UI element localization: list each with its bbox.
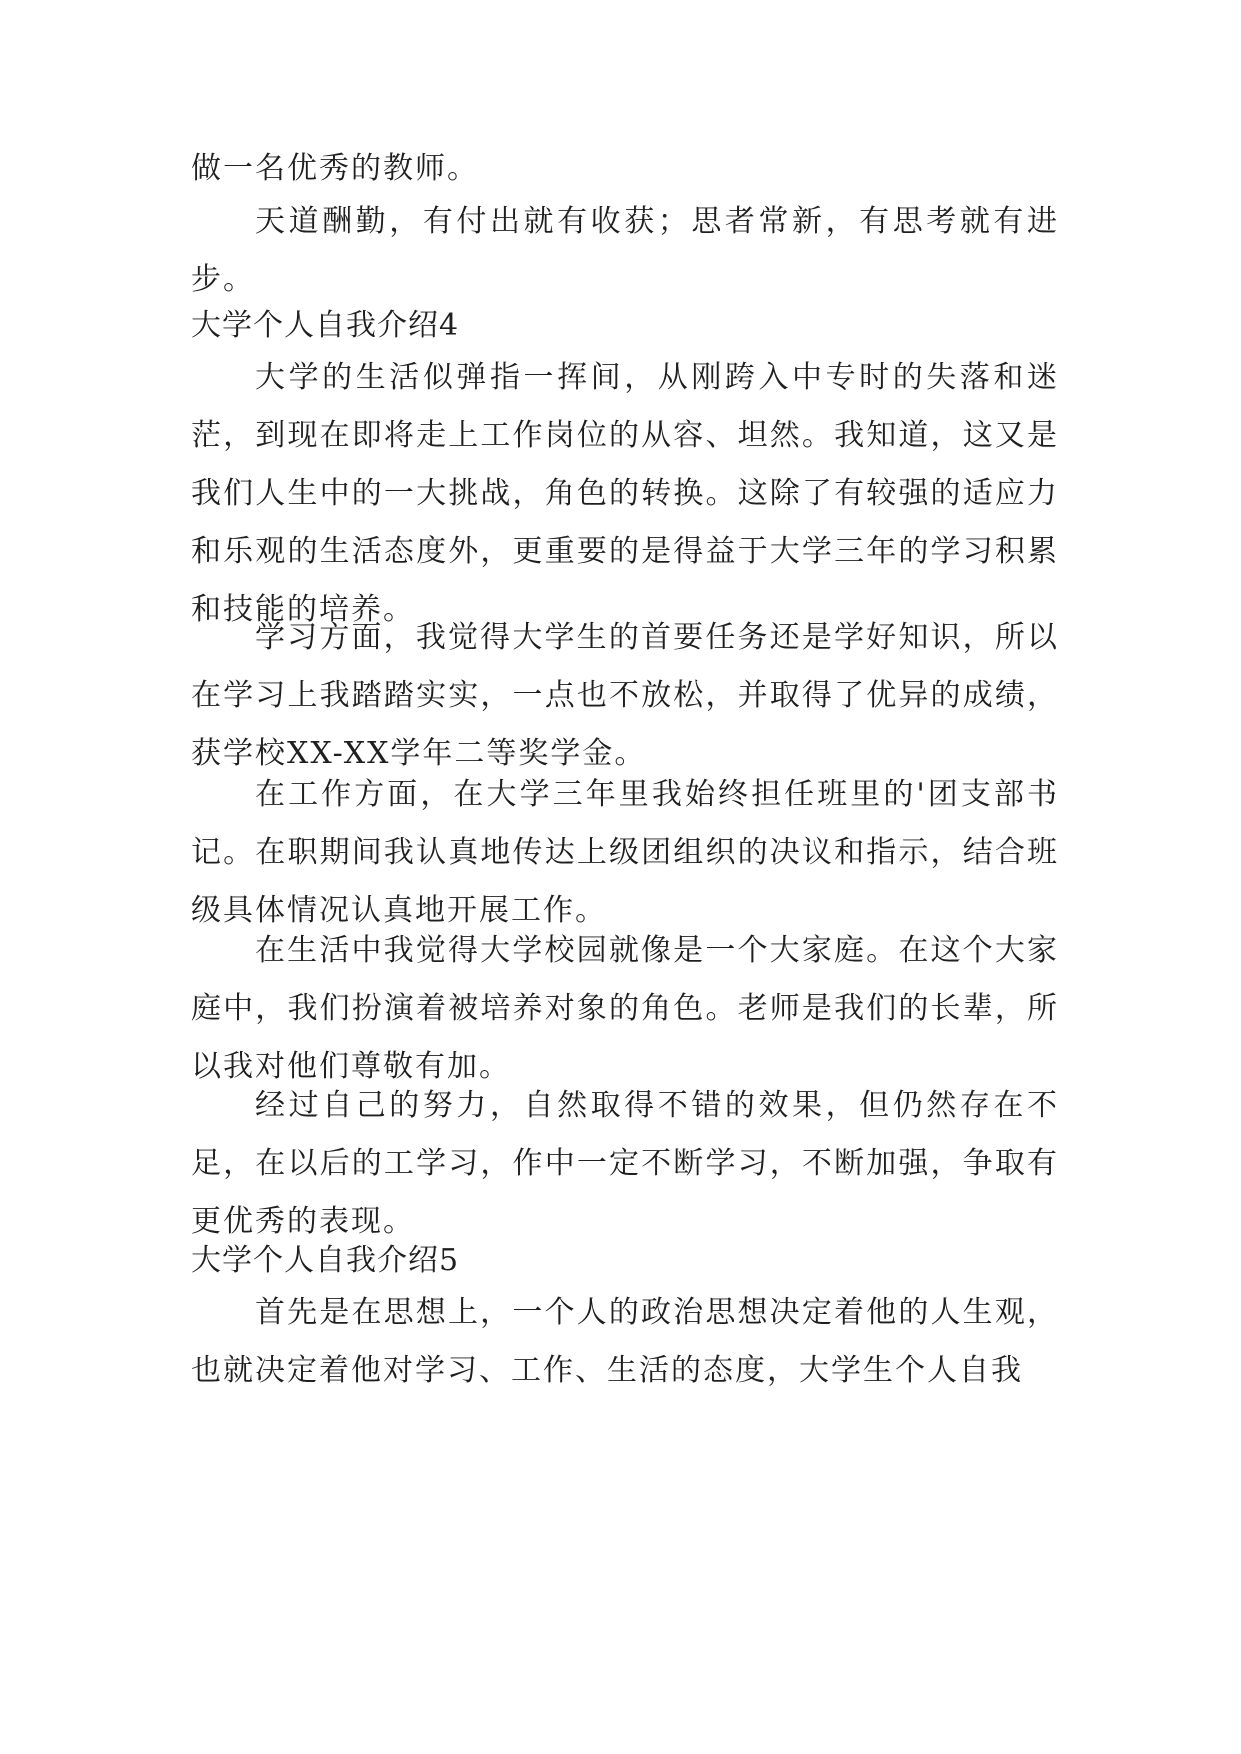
paragraph-study: 学习方面，我觉得大学生的首要任务还是学好知识，所以在学习上我踏踏实实，一点也不放松，并取得了优异的成绩，获学校XX-XX学年二等奖学金。: [191, 620, 1059, 771]
paragraph-thought: 首先是在思想上，一个人的政治思想决定着他的人生观，也就决定着他对学习、工作、生活的态度，大学生个人自我: [191, 1295, 1059, 1388]
paragraph-conclusion: 天道酬勤，有付出就有收获；思者常新，有思考就有进步。: [191, 204, 1059, 297]
section-heading-5: 大学个人自我介绍5: [191, 1243, 460, 1278]
paragraph-work: 在工作方面，在大学三年里我始终担任班里的'团支部书记。在职期间我认真地传达上级团组织的决议和指示，结合班级具体情况认真地开展工作。: [191, 777, 1059, 928]
paragraph-intro: 大学的生活似弹指一挥间，从刚跨入中专时的失落和迷茫，到现在即将走上工作岗位的从容、坦然。我知道，这又是我们人生中的一大挑战，角色的转换。这除了有较强的适应力和乐观的生活态度外，更重要的是得益于大学三年的学习积累和技能的培养。: [191, 360, 1059, 627]
paragraph-life: 在生活中我觉得大学校园就像是一个大家庭。在这个大家庭中，我们扮演着被培养对象的角色。老师是我们的长辈，所以我对他们尊敬有加。: [191, 933, 1059, 1084]
paragraph-summary: 经过自己的努力，自然取得不错的效果，但仍然存在不足，在以后的工学习，作中一定不断学习，不断加强，争取有更优秀的表现。: [191, 1088, 1059, 1239]
paragraph-continuation: 做一名优秀的教师。: [191, 151, 479, 186]
section-heading-4: 大学个人自我介绍4: [191, 308, 460, 343]
